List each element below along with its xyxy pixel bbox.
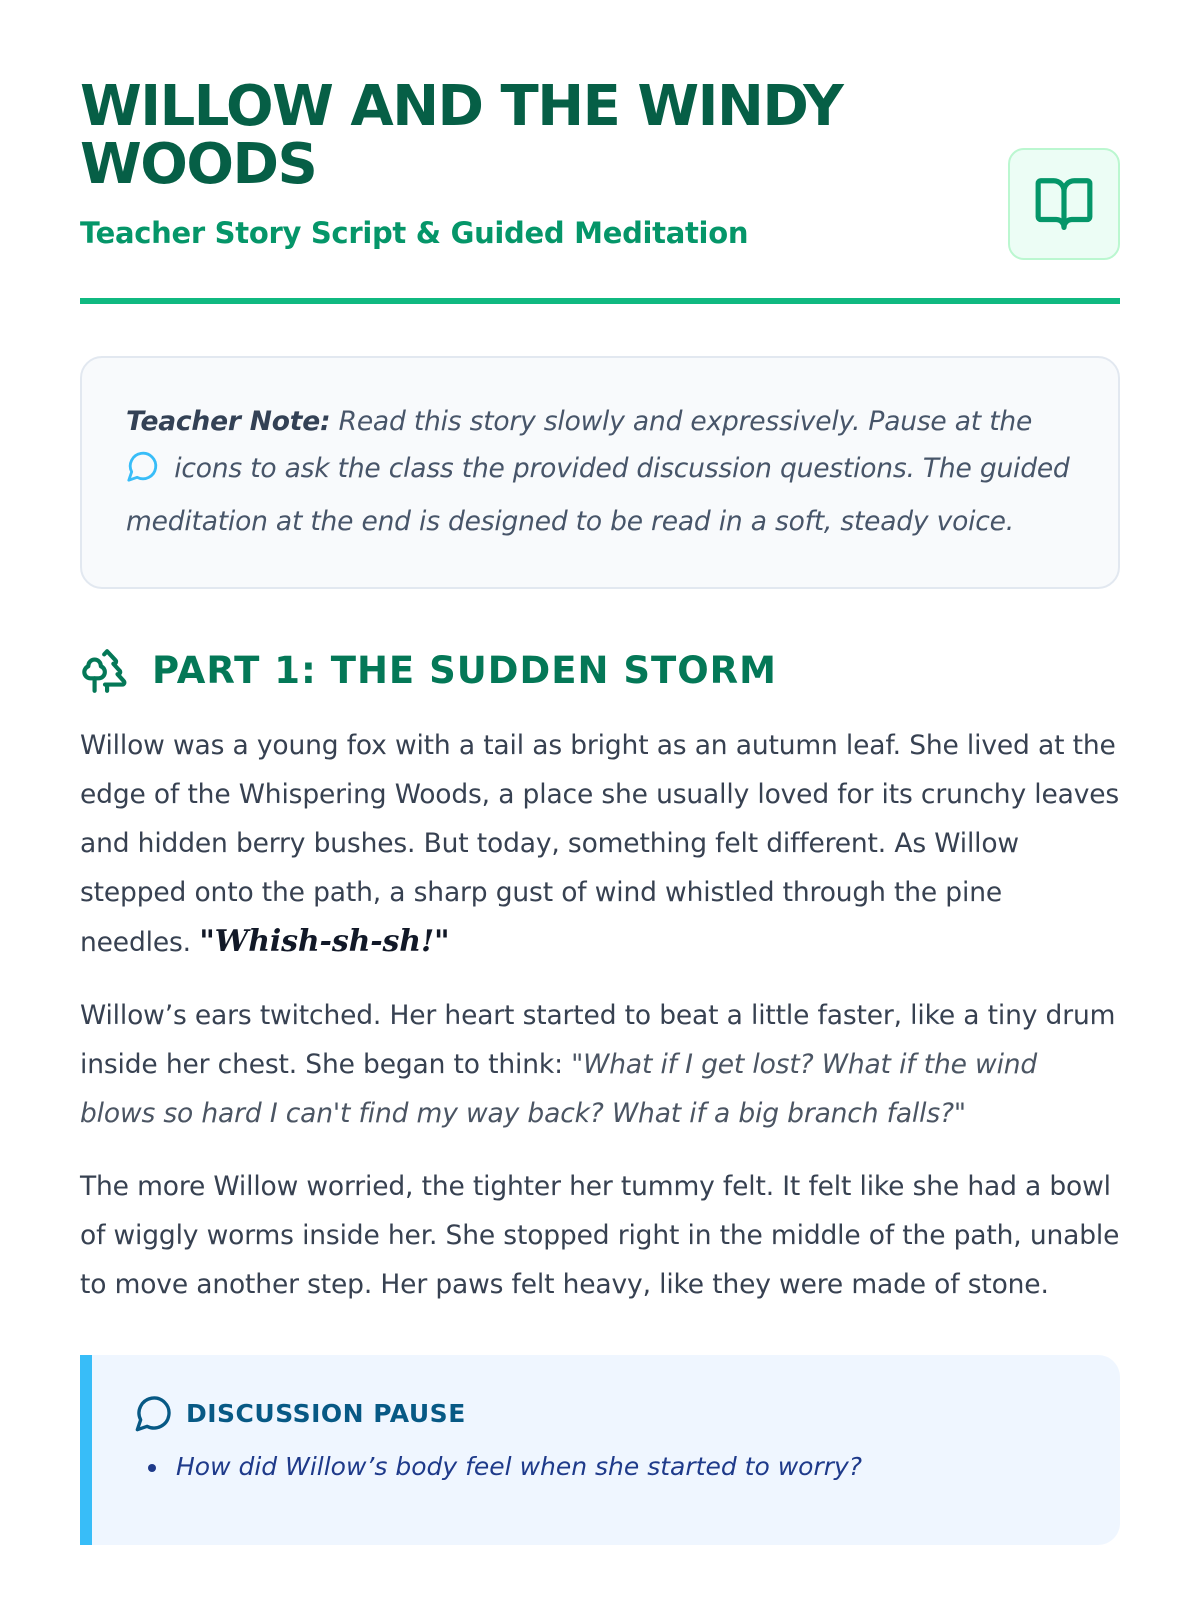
paragraph-text: Willow’s ears twitched. Her heart started to beat a little faster, like a tiny drum inside her chest. She began to think:: [80, 1000, 1116, 1080]
page-header: [80, 74, 1120, 304]
discussion-header: [134, 1393, 1080, 1433]
open-book-icon: [1033, 173, 1095, 235]
teacher-note-label: Teacher Note:: [126, 406, 331, 437]
teacher-note: [80, 356, 1120, 589]
page-subtitle: Teacher Story Script & Guided Meditation: [80, 216, 749, 250]
wind-sound-text: "Whish-sh-sh!": [199, 924, 450, 959]
story-paragraph: [80, 721, 1120, 967]
chat-bubble-icon: [126, 449, 160, 498]
discussion-pause-box: [80, 1355, 1120, 1545]
discussion-question: How did Willow’s body feel when she started to worry?: [134, 1447, 1080, 1487]
paragraph-text: The more Willow worried, the tighter her tummy felt. It felt like she had a bowl of wiggly worms inside her. She stopped right in the middle of the path, unable to move another step. Her paws felt heavy, like they were made of stone.: [80, 1171, 1120, 1300]
story-paragraph: [80, 991, 1120, 1138]
book-badge: [1008, 148, 1120, 260]
teacher-note-text-2: icons to ask the class the provided discussion questions. The guided meditation at the end is designed to be read in a soft, steady voice.: [126, 453, 1070, 537]
trees-icon: [80, 645, 130, 695]
part-1-title: PART 1: THE SUDDEN STORM: [152, 648, 777, 692]
discussion-questions: [134, 1447, 1080, 1487]
willow-thought-text: "What if I get lost? What if the wind blows so hard I can't find my way back? What if a big branch falls?": [80, 1049, 1038, 1129]
chat-bubble-icon: [134, 1393, 174, 1433]
story-body: [80, 721, 1120, 1309]
story-paragraph: [80, 1162, 1120, 1309]
teacher-note-text-1: Read this story slowly and expressively. Pause at the: [330, 406, 1033, 437]
paragraph-text: Willow was a young fox with a tail as bright as an autumn leaf. She lived at the edge of the Whispering Woods, a place she usually loved for its crunchy leaves and hidden berry bushes. But today, something felt different. As Willow stepped onto the path, a sharp gust of wind whistled through the pine needles.: [80, 730, 1120, 958]
discussion-title: DISCUSSION PAUSE: [186, 1398, 466, 1428]
part-1-heading: [80, 645, 1120, 695]
page-title: WILLOW AND THE WINDY WOODS: [80, 74, 843, 197]
